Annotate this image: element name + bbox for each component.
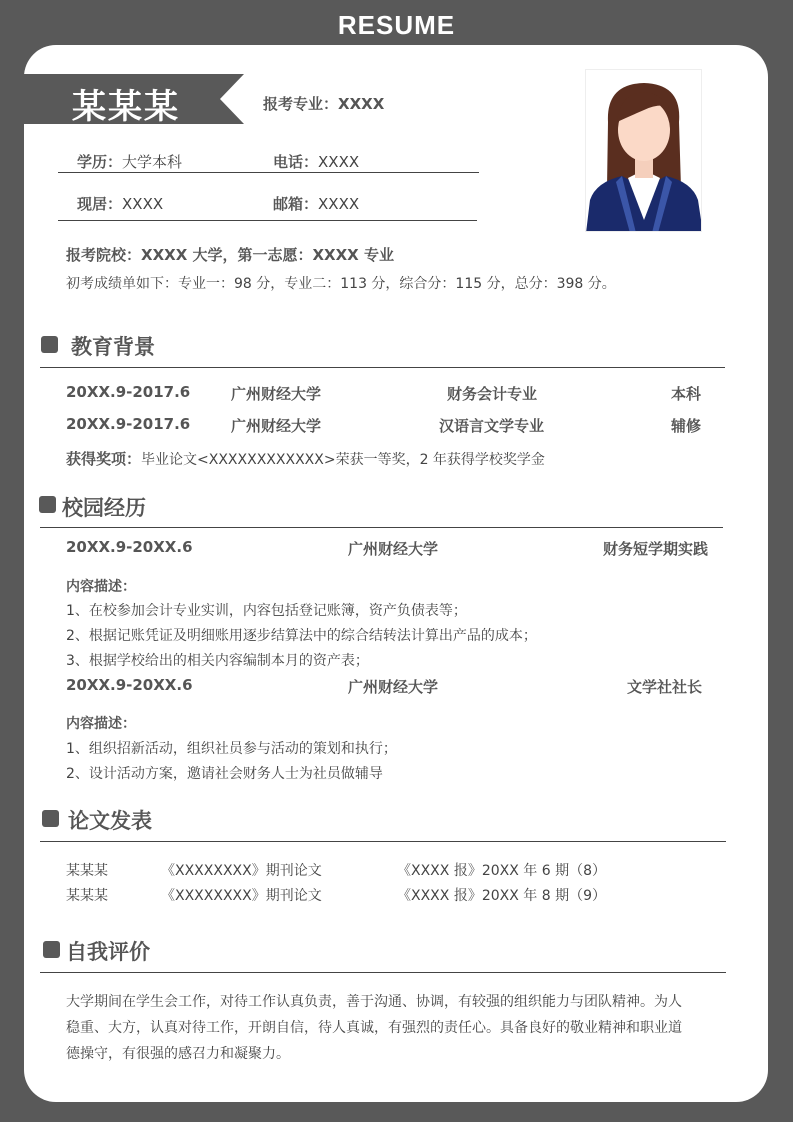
edu-school: 广州财经大学 [231,417,322,435]
desc-label: 内容描述： [66,579,136,595]
divider [40,367,725,368]
divider [58,172,479,173]
awards-value: 毕业论文<XXXXXXXXXXXX>荣获一等奖，2 年获得学校奖学金 [141,452,545,468]
major-value: XXXX [338,95,385,113]
campus-period: 20XX.9-20XX.6 [66,538,193,556]
paper-title: 《XXXXXXXX》期刊论文 [161,863,322,879]
campus-role: 文学社社长 [627,678,703,696]
education-label: 学历： [77,153,123,171]
section-marker-icon [42,810,59,827]
major-label: 报考专业： [263,95,339,113]
divider [40,841,726,842]
paper-journal: 《XXXX 报》20XX 年 6 期（8） [397,863,606,879]
self-eval-line: 大学期间在学生会工作，对待工作认真负责，善于沟通、协调，有较强的组织能力与团队精神。为人 [66,994,682,1010]
page-title: RESUME [337,10,456,40]
scores-line: 初考成绩单如下：专业一：98 分，专业二：113 分，综合分：115 分，总分：398 分。 [66,276,616,292]
section-title-papers: 论文发表 [68,809,152,833]
paper-journal: 《XXXX 报》20XX 年 8 期（9） [397,888,606,904]
avatar-illustration-icon [586,70,702,232]
email-label: 邮箱： [273,195,319,213]
edu-period: 20XX.9-2017.6 [66,383,191,401]
section-title-campus: 校园经历 [62,496,146,520]
campus-period: 20XX.9-20XX.6 [66,676,193,694]
desc-label: 内容描述： [66,716,136,732]
list-item: 3、根据学校给出的相关内容编制本月的资产表； [66,653,369,669]
residence-label: 现居： [77,195,123,213]
self-eval-line: 稳重、大方，认真对待工作，开朗自信，待人真诚，有强烈的责任心。具备良好的敬业精神和职业道 [66,1020,682,1036]
list-item: 1、组织招新活动，组织社员参与活动的策划和执行； [66,741,397,757]
campus-org: 广州财经大学 [348,678,439,696]
email-info [273,193,359,214]
divider [40,527,723,528]
edu-period: 20XX.9-2017.6 [66,415,191,433]
email-value: XXXX [318,195,360,213]
edu-major: 财务会计专业 [447,385,538,403]
phone-value: XXXX [318,153,360,171]
candidate-name: 某某某 [72,87,180,127]
edu-degree: 辅修 [671,417,702,435]
divider [58,220,477,221]
list-item: 2、根据记账凭证及明细账用逐步结算法中的综合结转法计算出产品的成本； [66,628,537,644]
edu-major: 汉语言文学专业 [439,417,545,435]
paper-author: 某某某 [66,888,108,904]
section-marker-icon [43,941,60,958]
paper-author: 某某某 [66,863,108,879]
phone-info [273,151,359,172]
list-item: 2、设计活动方案，邀请社会财务人士为社员做辅导 [66,766,383,782]
section-title-self: 自我评价 [66,940,150,964]
divider [40,972,726,973]
major-line [263,93,384,114]
name-banner [24,74,244,127]
residence-info [77,193,163,214]
edu-school: 广州财经大学 [231,385,322,403]
awards-label: 获得奖项： [66,450,142,468]
awards-line [66,448,545,469]
paper-title: 《XXXXXXXX》期刊论文 [161,888,322,904]
campus-org: 广州财经大学 [348,540,439,558]
section-marker-icon [39,496,56,513]
avatar [585,69,702,232]
education-info [77,151,182,172]
residence-value: XXXX [122,195,164,213]
list-item: 1、在校参加会计专业实训，内容包括登记账簿，资产负债表等； [66,603,467,619]
school-line: 报考院校：XXXX 大学，第一志愿：XXXX 专业 [66,246,394,264]
edu-degree: 本科 [671,385,702,403]
campus-role: 财务短学期实践 [603,540,709,558]
education-value: 大学本科 [122,153,183,171]
self-eval-line: 德操守，有很强的感召力和凝聚力。 [66,1046,290,1062]
section-marker-icon [41,336,58,353]
section-title-education: 教育背景 [71,335,155,359]
phone-label: 电话： [273,153,319,171]
